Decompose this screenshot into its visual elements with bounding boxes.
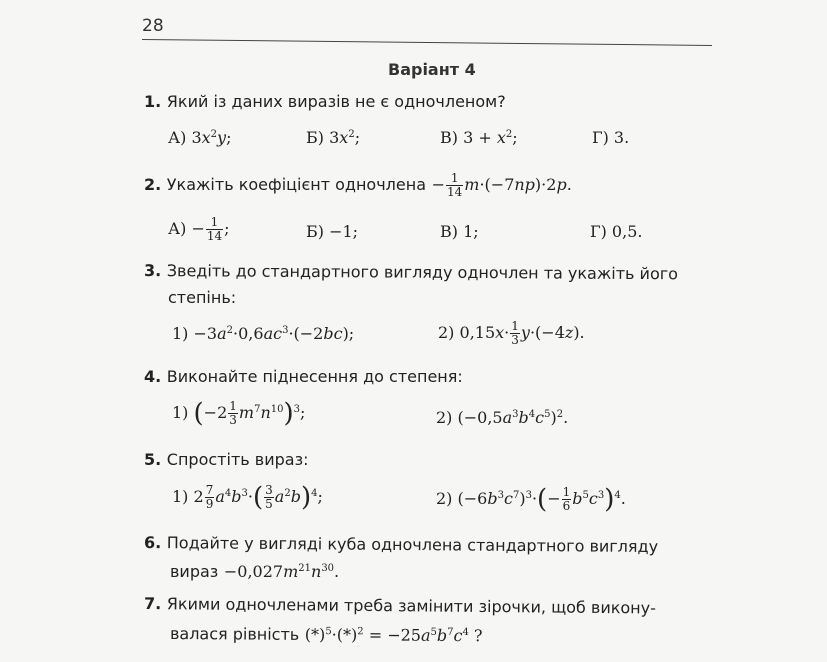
- q3-item-1-expr: $-3a^2\cdot 0,6ac^3\cdot(-2bc)$;: [193, 324, 355, 343]
- q4-item-2-expr: $(-0,5a^3b^4c^5)^2$.: [457, 408, 569, 427]
- q3-item-2: [438, 320, 585, 347]
- question-6-text: Подайте у вигляді куба одночлена стандартного вигляду: [166, 533, 659, 557]
- question-3-number: 3.: [143, 261, 162, 281]
- q5-item-1: [172, 484, 323, 511]
- question-4: [144, 367, 463, 387]
- q2-option-d: Г) 0,5.: [590, 222, 643, 241]
- question-1-number: 1.: [144, 92, 162, 111]
- question-6-number: 6.: [143, 533, 162, 553]
- q1-option-b-expr: $3x^2$;: [329, 128, 361, 147]
- header-rule: [142, 39, 712, 46]
- q2-option-c: В) 1;: [440, 222, 479, 241]
- question-5: [144, 450, 308, 470]
- q2-option-a-label: А): [168, 219, 187, 238]
- question-7-number: 7.: [143, 594, 162, 614]
- question-7-continuation: [170, 624, 483, 646]
- q3-item-2-label: 2): [438, 323, 455, 342]
- q3-item-1-label: 1): [172, 324, 189, 343]
- question-3-text: Зведіть до стандартного вигляду одночлен та укажіть його: [166, 261, 679, 284]
- question-2-expr: − $\frac{1}{14}$ m·(−7np)·2p.: [431, 171, 572, 199]
- question-7-expr: $(*)^5\cdot(*)^2 = -25a^5b^7c^4$ ?: [304, 624, 483, 646]
- q1-option-b-label: Б): [306, 128, 324, 147]
- q1-option-c-expr: $3 + x^2$;: [463, 128, 518, 147]
- question-3: [144, 261, 678, 284]
- q1-option-c: [440, 128, 518, 147]
- q1-option-a-expr: $3x^2y$;: [191, 128, 232, 147]
- q4-item-1: [172, 400, 305, 427]
- q2-option-b: Б) −1;: [306, 222, 359, 241]
- question-1: [144, 92, 506, 112]
- q1-option-b: [306, 128, 360, 147]
- question-6-continuation: [170, 562, 339, 582]
- question-2: [144, 172, 572, 199]
- q3-item-1: [172, 324, 354, 343]
- variant-title: Варіант 4: [388, 60, 476, 79]
- q4-item-2-label: 2): [436, 408, 453, 427]
- question-5-text: Спростіть вираз:: [166, 450, 309, 469]
- question-6-text-2: вираз: [170, 562, 219, 581]
- q1-option-c-label: В): [440, 128, 458, 147]
- question-6: [144, 533, 658, 557]
- q1-option-d: Г) 3.: [592, 128, 630, 147]
- q5-item-2: [436, 486, 626, 513]
- q5-item-1-label: 1): [172, 487, 189, 506]
- q5-item-1-expr: 2 $\frac{7}{9}$ $a^4b^3\cdot$( $\frac{3}{5}$ $a^2b)^4$;: [193, 482, 323, 513]
- q4-item-1-expr: (−2 $\frac{1}{3}$ $m^7n^{10})^3$;: [193, 398, 306, 429]
- question-5-number: 5.: [144, 450, 162, 469]
- question-7-text: Якими одночленами треба замінити зірочки, щоб викону-: [166, 594, 657, 618]
- question-4-text: Виконайте піднесення до степеня:: [166, 367, 463, 386]
- question-1-text: Який із даних виразів не є одночленом?: [166, 92, 506, 111]
- question-3-text-2: степінь:: [168, 288, 237, 307]
- q1-option-a-label: А): [168, 128, 187, 147]
- question-4-number: 4.: [144, 367, 162, 386]
- q2-option-a-expr: − $\frac{1}{14}$ ;: [191, 215, 230, 243]
- q1-option-a: [168, 128, 231, 147]
- q3-item-2-expr: 0,15x· $\frac{1}{3}$ y·(−4z).: [459, 319, 585, 347]
- page-number: 28: [142, 16, 164, 36]
- question-6-expr: $-0,027m^{21}n^{30}$.: [223, 562, 340, 581]
- question-2-text: Укажіть коефіцієнт одночлена: [166, 175, 427, 194]
- question-7: [144, 594, 656, 618]
- q2-option-a: [168, 216, 230, 243]
- q4-item-2: [436, 408, 568, 427]
- q4-item-1-label: 1): [172, 403, 189, 422]
- q5-item-2-label: 2): [436, 489, 453, 508]
- question-3-continuation: [168, 288, 236, 308]
- question-7-text-2: валася рівність: [169, 624, 300, 644]
- question-2-number: 2.: [144, 175, 162, 194]
- q5-item-2-expr: $(-6b^3c^7)^3\cdot(-$ $\frac{1}{6}$ $b^5c^3)^4$.: [457, 484, 626, 515]
